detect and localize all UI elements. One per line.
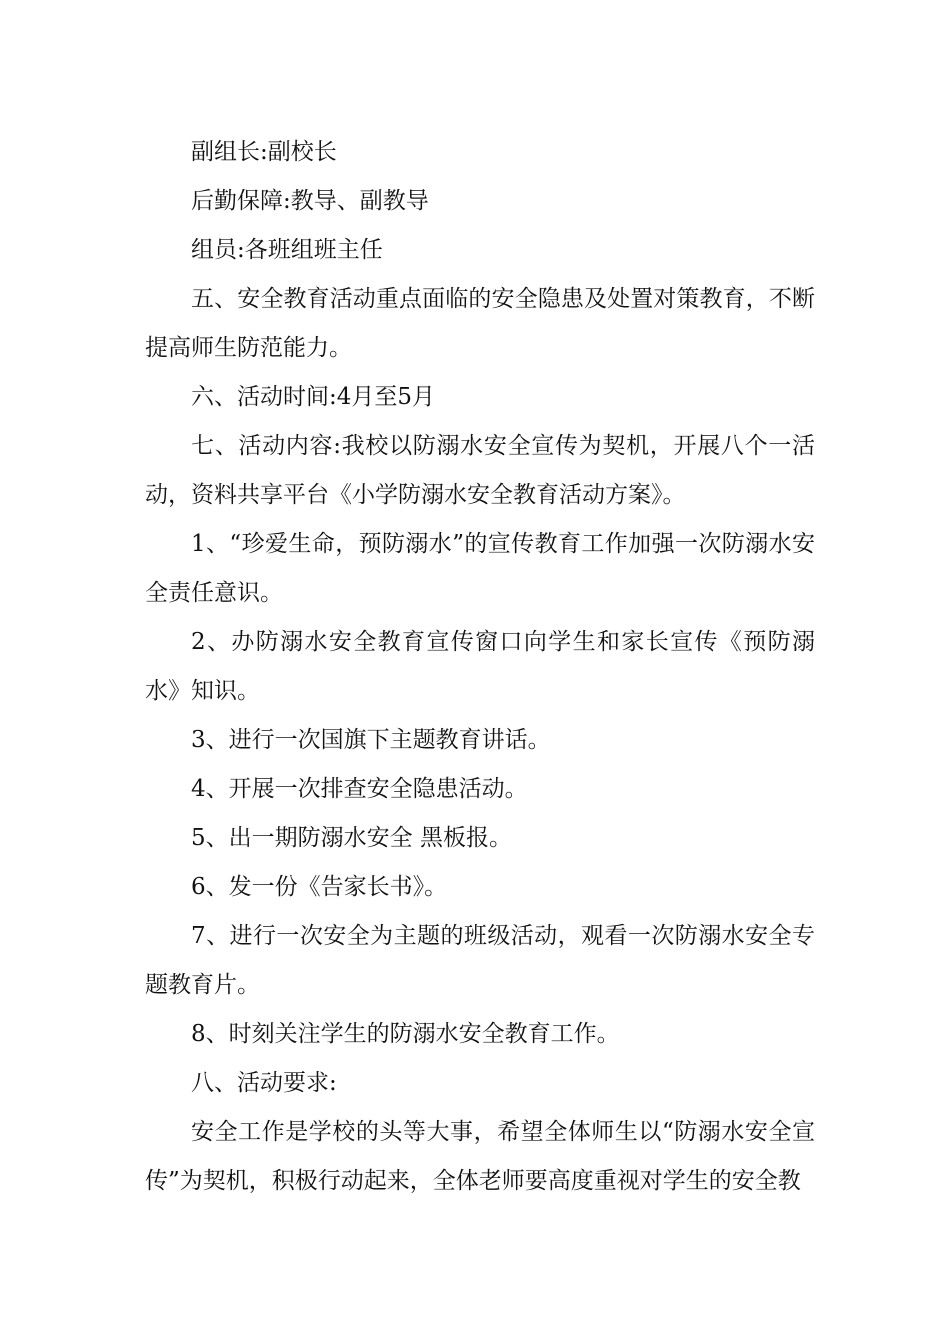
paragraph-section-seven: 七、活动内容:我校以防溺水安全宣传为契机，开展八个一活动，资料共享平台《小学防溺水安全教育活动方案》。 — [145, 433, 815, 508]
list-item-6: 6、发一份《告家长书》。 — [191, 874, 448, 900]
document-body — [145, 128, 815, 1206]
list-item-4: 4、开展一次排查安全隐患活动。 — [191, 776, 528, 802]
paragraph-vice-leader: 副组长:副校长 — [191, 139, 337, 165]
list-item-7: 7、进行一次安全为主题的班级活动，观看一次防溺水安全专题教育片。 — [145, 923, 815, 998]
list-item-5: 5、出一期防溺水安全 黑板报。 — [191, 825, 512, 851]
paragraph-section-five: 五、安全教育活动重点面临的安全隐患及处置对策教育，不断提高师生防范能力。 — [145, 286, 815, 361]
list-item-1: 1、“珍爱生命，预防溺水”的宣传教育工作加强一次防溺水安全责任意识。 — [145, 531, 815, 606]
paragraph-section-six: 六、活动时间:4月至5月 — [191, 384, 436, 410]
list-item-2: 2、办防溺水安全教育宣传窗口向学生和家长宣传《预防溺水》知识。 — [145, 629, 815, 704]
paragraph-requirements: 安全工作是学校的头等大事，希望全体师生以“防溺水安全宣传”为契机，积极行动起来，全体老师要高度重视对学生的安全教 — [145, 1119, 815, 1194]
paragraph-members: 组员:各班组班主任 — [191, 237, 383, 263]
paragraph-section-eight: 八、活动要求: — [191, 1070, 337, 1096]
list-item-3: 3、进行一次国旗下主题教育讲话。 — [191, 727, 551, 753]
paragraph-logistics: 后勤保障:教导、副教导 — [191, 188, 429, 214]
list-item-8: 8、时刻关注学生的防溺水安全教育工作。 — [191, 1021, 620, 1047]
